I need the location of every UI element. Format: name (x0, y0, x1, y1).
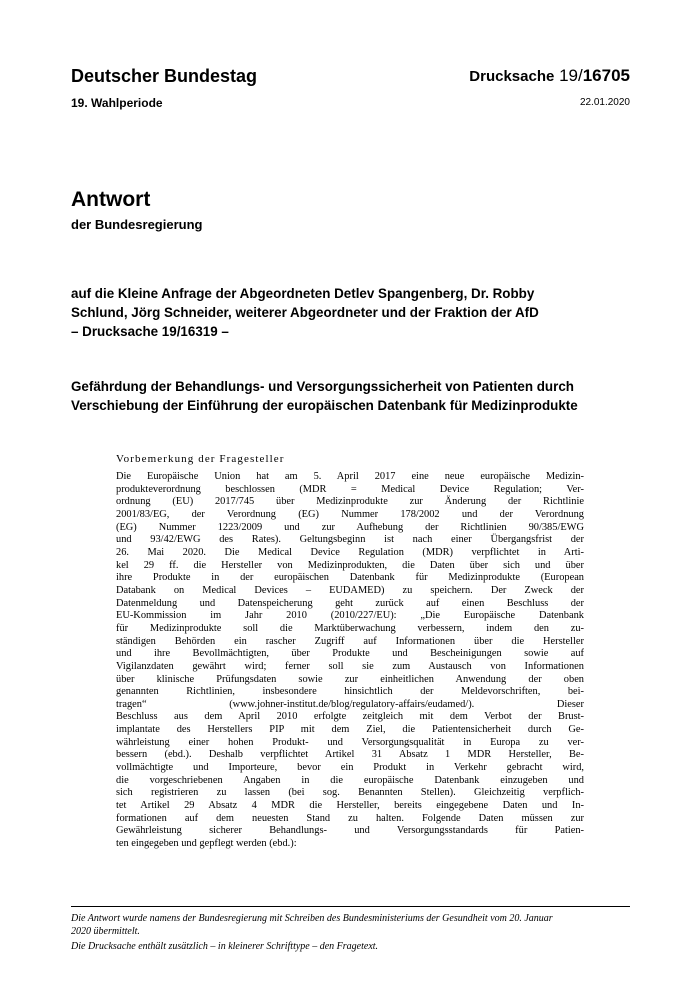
body-line: tragen“ (www.johner-institut.de/blog/regulatory-affairs/eudamed/). Dieser (116, 698, 584, 710)
body-line: Die Europäische Union hat am 5. April 2017 eine neue europäische Medizin- (116, 471, 584, 482)
vorbemerkung-heading: Vorbemerkung der Fragesteller (116, 453, 285, 465)
body-line: sich registrieren zu lassen (bei sog. Benannten Stellen). Gleichzeitig verpflich- (116, 787, 584, 799)
body-line: und ihre Bevollmächtigten, über Produkte und Bescheinigungen sowie auf (116, 648, 584, 660)
body-line: ordnung (EU) 2017/745 über Medizinprodukte zur Änderung der Richtlinie (116, 496, 584, 508)
anfrage-line: – Drucksache 19/16319 – (71, 324, 229, 339)
document-date: 22.01.2020 (579, 97, 630, 108)
body-line: 2001/83/EG, der Verordnung (EG) Nummer 178/2002 und der Verordnung (116, 508, 584, 520)
body-line: formationen auf dem neuesten Stand zu halten. Folgende Daten müssen zur (116, 812, 584, 824)
footer-line: Die Drucksache enthält zusätzlich – in kleinerer Schrifttype – den Fragetext. (71, 941, 379, 952)
footer-divider (71, 906, 630, 907)
anfrage-block (71, 284, 636, 341)
body-line: 26. Mai 2020. Die Medical Device Regulation (MDR) verpflichtet in Arti- (116, 546, 584, 558)
drucksache-number (469, 66, 630, 86)
body-line: währleistung einer hohen Produkt- und Versorgungsqualität in Europa zu ver- (116, 736, 584, 748)
body-line: genannten Richtlinien, insbesondere hinsichtlich der Meldevorschriften, bei- (116, 686, 584, 698)
wahlperiode: 19. Wahlperiode (71, 96, 163, 110)
body-line: produkteverordnung beschlossen (MDR = Medical Device Regulation; Ver- (116, 483, 584, 495)
body-line: vollmächtigte und Importeure, bevor ein Produkt in Verkehr gebracht wird, (116, 762, 584, 774)
document-heading: Antwort (71, 188, 151, 211)
body-line: für Medizinprodukte soll die Marktüberwachung verbessern, indem den zu- (116, 622, 584, 634)
body-line: EU-Kommission im Jahr 2010 (2010/227/EU): „Die Europäische Datenbank (116, 610, 584, 622)
drucksache-id: 16705 (582, 66, 630, 85)
topic-title (71, 377, 641, 415)
body-line: kel 29 ff. die Hersteller von Medizinprodukten, die Daten über sich und über (116, 559, 584, 571)
body-line: und 93/42/EWG des Rates). Geltungsbeginn ist nach einer Übergangsfrist der (116, 534, 584, 546)
body-line: über klinische Prüfungsdaten sowie zur einheitlichen Anwendung der oben (116, 673, 584, 685)
body-line: ten eingegeben und gepflegt werden (ebd.): (116, 838, 297, 850)
body-line: ihre Produkte in der europäischen Datenbank für Medizinprodukte (European (116, 572, 584, 584)
body-line: tet Artikel 29 Absatz 4 MDR die Hersteller, bereits eingegebene Daten und In- (116, 800, 584, 812)
anfrage-line: auf die Kleine Anfrage der Abgeordneten Detlev Spangenberg, Dr. Robby (71, 286, 535, 301)
body-line: Beschluss aus dem April 2010 erfolgte zeitgleich mit dem Verbot der Brust- (116, 711, 584, 723)
footer-note (71, 912, 636, 953)
body-line: Databank on Medical Devices – EUDAMED) zu speichern. Der Zweck der (116, 584, 584, 596)
document-subheading: der Bundesregierung (71, 217, 203, 232)
body-line: implantate des Herstellers PIP mit dem Ziel, die Patientensicherheit durch Ge- (116, 724, 584, 736)
drucksache-prefix: 19/ (559, 66, 583, 85)
body-line: (EG) Nummer 1223/2009 und zur Aufhebung der Richtlinien 90/385/EWG (116, 521, 584, 533)
vorbemerkung-body (116, 471, 584, 851)
drucksache-label: Drucksache (469, 68, 555, 85)
topic-line: Verschiebung der Einführung der europäischen Datenbank für Medizinprodukte (71, 398, 578, 413)
anfrage-line: Schlund, Jörg Schneider, weiterer Abgeordneter und der Fraktion der AfD (71, 305, 539, 320)
body-line: die vorgeschriebenen Angaben in die europäische Datenbank einzugeben und (116, 774, 584, 786)
footer-line: Die Antwort wurde namens der Bundesregierung mit Schreiben des Bundesministeriums der Gesundheit vom 20. Januar (71, 913, 553, 924)
body-line: bessern (ebd.). Deshalb verpflichtet Artikel 31 Absatz 1 MDR Hersteller, Be- (116, 749, 584, 761)
body-line: Gewährleistung sicherer Behandlungs- und Versorgungsstandards für Patien- (116, 825, 584, 837)
footer-line: 2020 übermittelt. (71, 926, 140, 937)
body-line: Vigilanzdaten gewährt wird; ferner soll sie zum Austausch von Informationen (116, 660, 584, 672)
institution-name: Deutscher Bundestag (71, 66, 258, 86)
topic-line: Gefährdung der Behandlungs- und Versorgungssicherheit von Patienten durch (71, 379, 574, 394)
body-line: ständigen Behörden ein rascher Zugriff auf Informationen über die Hersteller (116, 635, 584, 647)
body-line: Datenmeldung und Datenspeicherung geht zurück auf einen Beschluss der (116, 597, 584, 609)
